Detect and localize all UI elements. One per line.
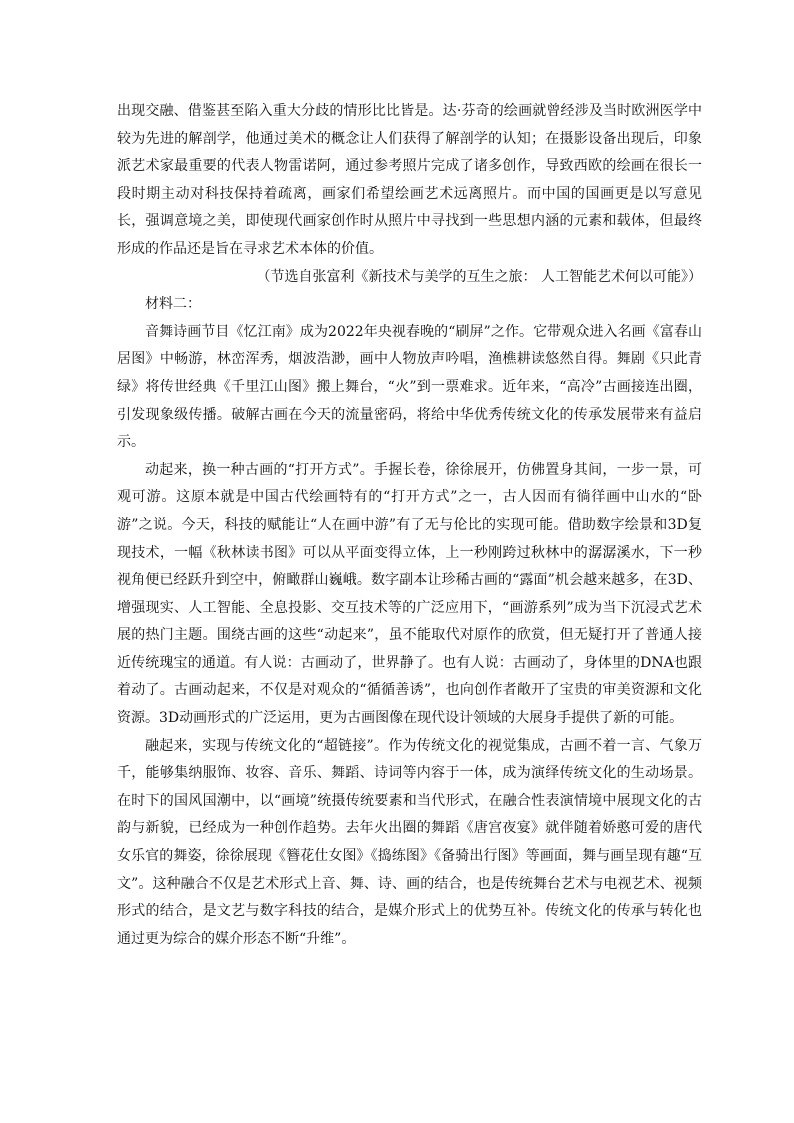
document-page [117,98,702,953]
source-citation: （节选自张富利《新技术与美学的互生之旅： 人工智能艺术何以可能》） [256,268,702,285]
paragraph-material-one-end: 出现交融、借鉴甚至陷入重大分歧的情形比比皆是。达·芬奇的绘画就曾经涉及当时欧洲医学中较为先进的解剖学，他通过美术的概念让人们获得了解剖学的认知；在摄影设备出现后，印象派艺术家最重要的代表人物雷诺阿，通过参考照片完成了诸多创作，导致西欧的绘画在很长一段时期主动对科技保持着疏离，画家们希望绘画艺术远离照片。而中国的国画更是以写意见长，强调意境之美，即使现代画家创作时从照片中寻找到一些思想内涵的元素和载体，但最终形成的作品还是旨在寻求艺术本体的价值。 [117,103,702,257]
paragraph-fuse: 融起来，实现与传统文化的“超链接”。作为传统文化的视觉集成，古画不着一言、气象万千，能够集纳服饰、妆容、音乐、舞蹈、诗词等内容于一体，成为演绎传统文化的生动场景。在时下的国风国潮中，以“画境”统摄传统要素和当代形式，在融合性表演情境中展现文化的古韵与新貌，已经成为一种创作趋势。去年火出圈的舞蹈《唐宫夜宴》就伴随着娇憨可爱的唐代女乐官的舞姿，徐徐展现《簪花仕女图》《捣练图》《备骑出行图》等画面，舞与画呈现有趣“互文”。这种融合不仅是艺术形式上音、舞、诗、画的结合，也是传统舞台艺术与电视艺术、视频形式的结合，是文艺与数字科技的结合，是媒介形式上的优势互补。传统文化的传承与转化也通过更为综合的媒介形态不断“升维”。 [117,737,702,947]
paragraph-intro: 音舞诗画节目《忆江南》成为2022年央视春晚的“刷屏”之作。它带观众进入名画《富春山居图》中畅游，林峦浑秀，烟波浩渺，画中人物放声吟唱，渔樵耕读悠然自得。舞剧《只此青绿》将传世经典《千里江山图》搬上舞台，“火”到一票难求。近年来，“高冷”古画接连出圈，引发现象级传播。破解古画在今天的流量密码，将给中华优秀传统文化的传承发展带来有益启示。 [117,323,702,451]
paragraph-move: 动起来，换一种古画的“打开方式”。手握长卷，徐徐展开，仿佛置身其间，一步一景，可观可游。这原本就是中国古代绘画特有的“打开方式”之一，古人因而有徜徉画中山水的“卧游”之说。今天，科技的赋能让“人在画中游”有了无与伦比的实现可能。借助数字绘景和3D复现技术，一幅《秋林读书图》可以从平面变得立体，上一秒刚跨过秋林中的潺潺溪水，下一秒视角便已经跃升到空中，俯瞰群山巍峨。数字副本让珍稀古画的“露面”机会越来越多，在3D、增强现实、人工智能、全息投影、交互技术等的广泛应用下，“画游系列”成为当下沉浸式艺术展的热门主题。围绕古画的这些“动起来”，虽不能取代对原作的欣赏，但无疑打开了普通人接近传统瑰宝的通道。有人说：古画动了，世界静了。也有人说：古画动了，身体里的DNA也跟着动了。古画动起来，不仅是对观众的“循循善诱”，也向创作者敞开了宝贵的审美资源和文化资源。3D动画形式的广泛运用，更为古画图像在现代设计领域的大展身手提供了新的可能。 [117,461,702,727]
material-two-heading: 材料二： [145,296,201,313]
